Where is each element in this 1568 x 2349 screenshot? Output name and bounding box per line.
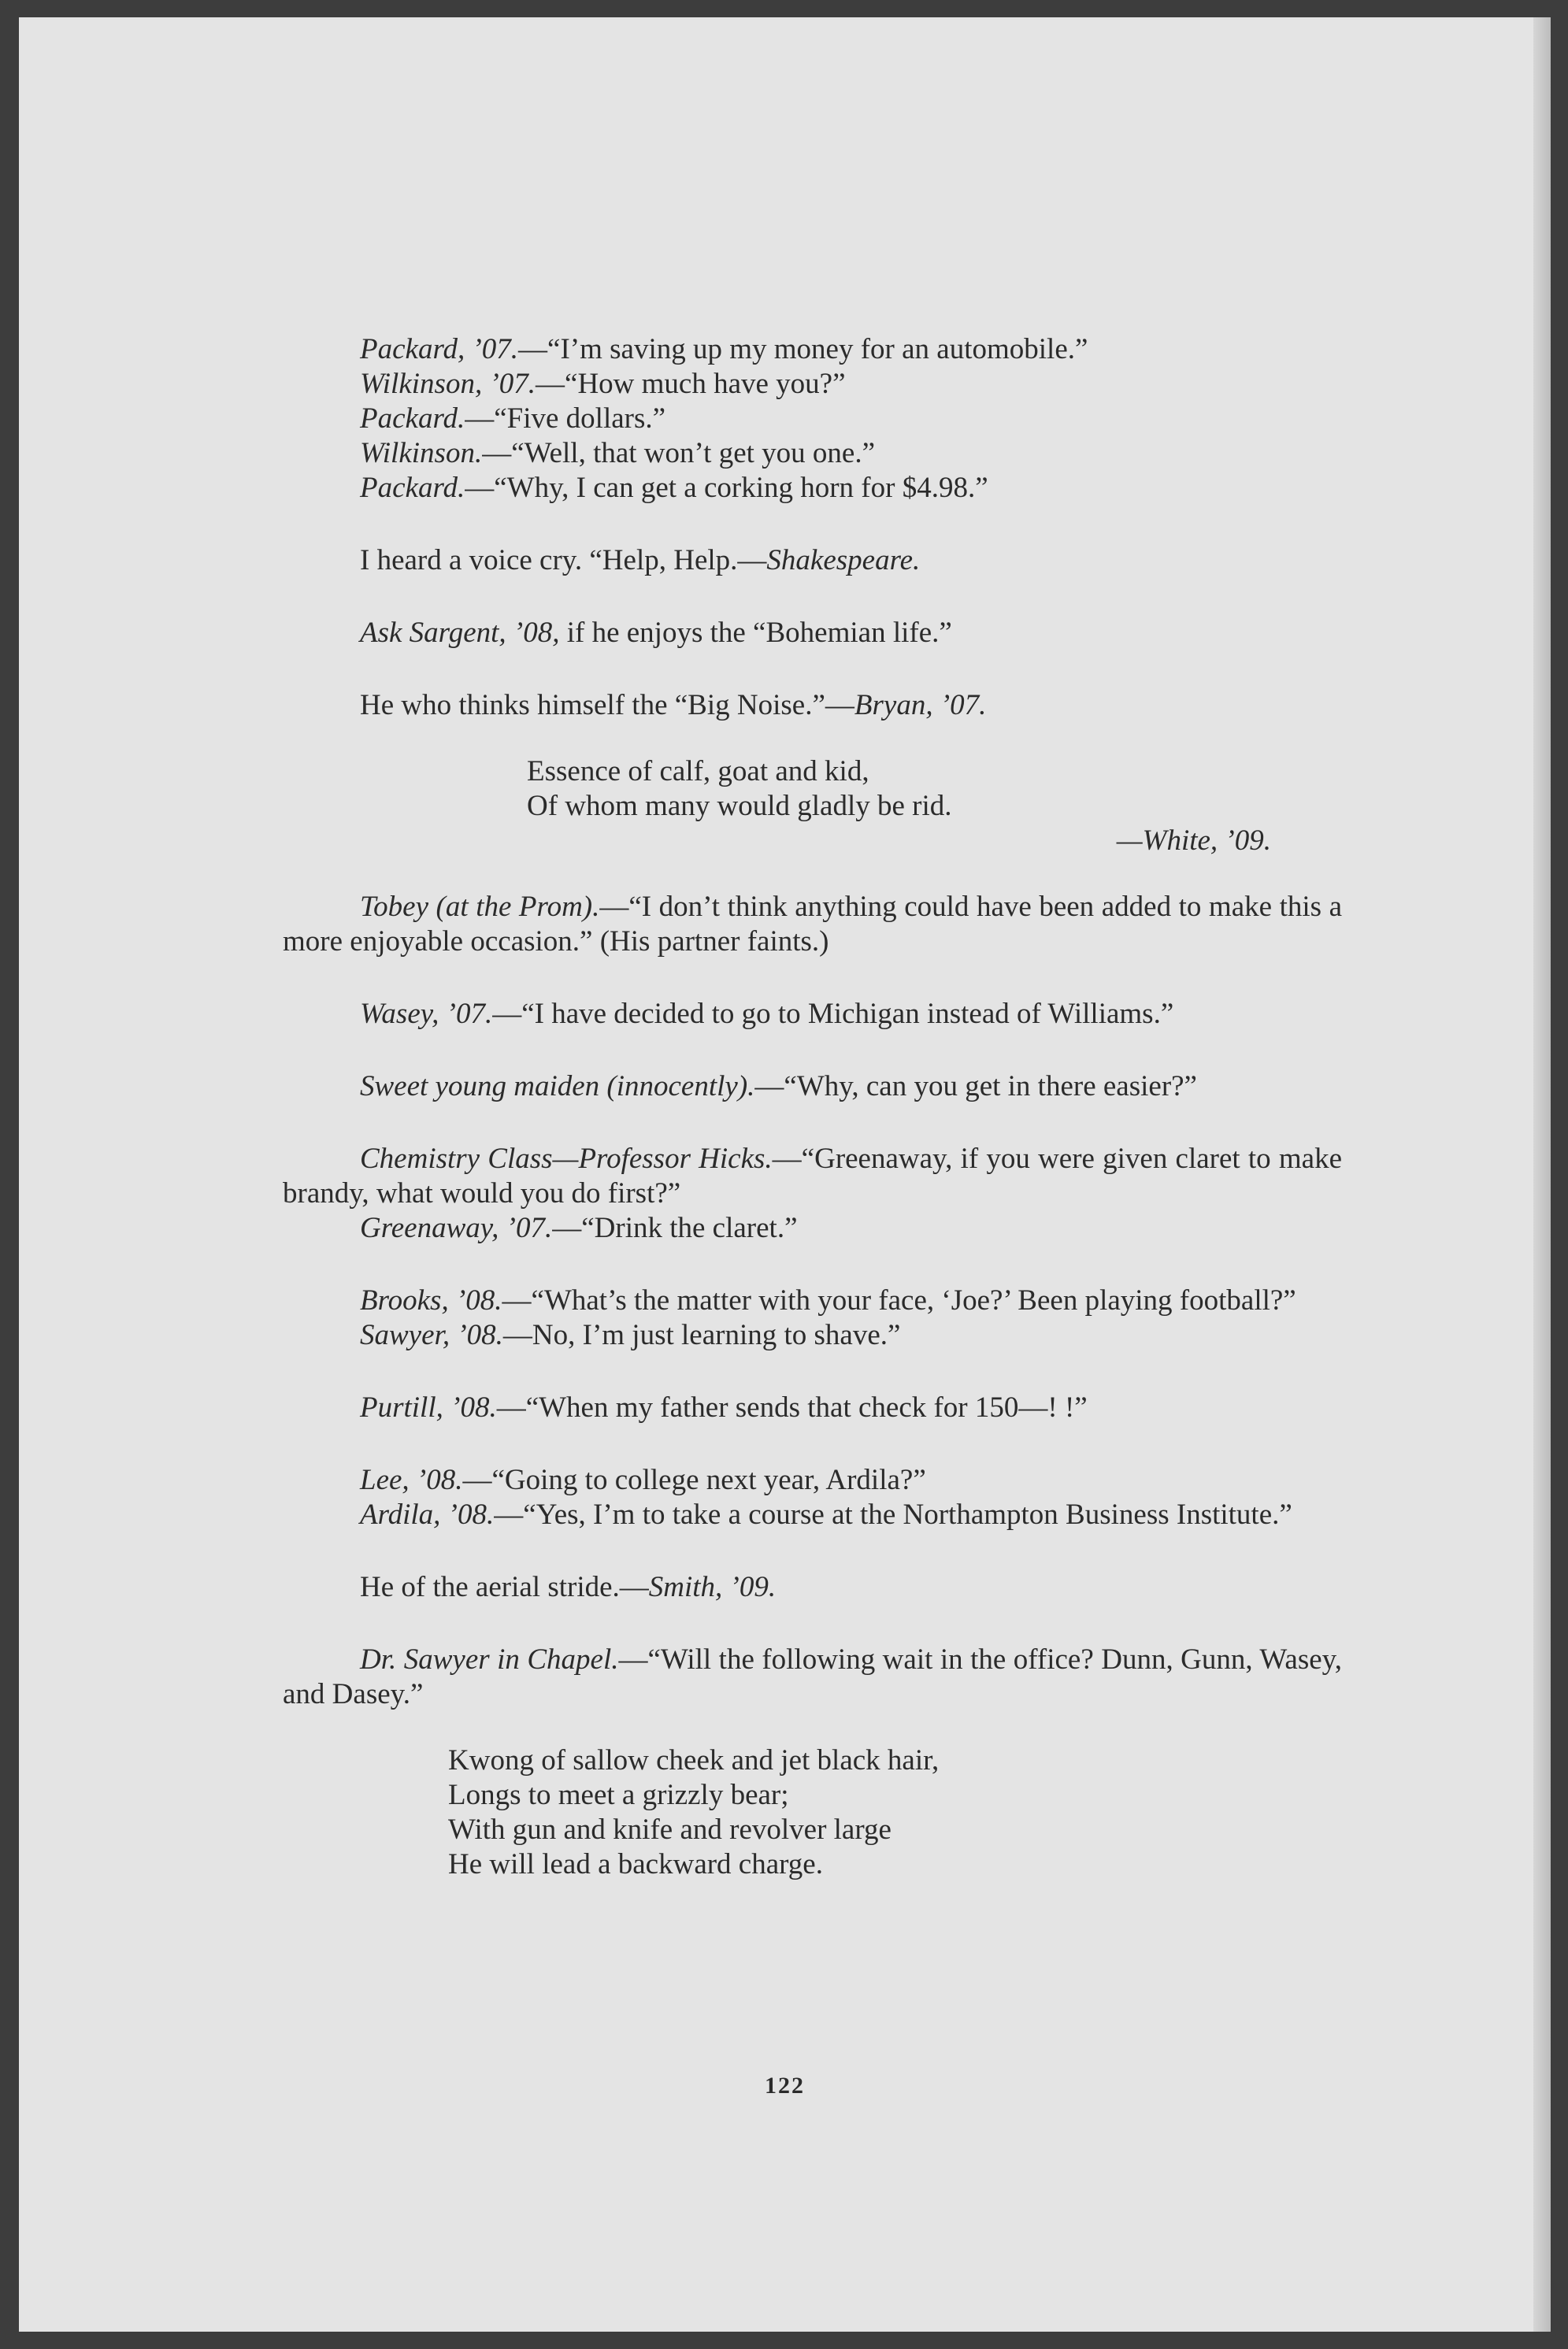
dialogue-text: —“Why, I can get a corking horn for $4.98.”: [465, 472, 988, 504]
verse: [283, 754, 1342, 858]
speaker: Lee, ’08.: [360, 1464, 463, 1496]
speaker: Brooks, ’08.: [360, 1284, 502, 1317]
speaker: Chemistry Class—Professor Hicks.: [360, 1143, 773, 1175]
quip: [283, 1570, 1342, 1605]
dialogue-text: —“Drink the claret.”: [552, 1212, 798, 1244]
dialogue-line: [283, 1643, 1342, 1712]
dialogue-line: [283, 436, 1342, 471]
dialogue-text: —“Why, can you get in there easier?”: [754, 1070, 1197, 1102]
dialogue-line: [283, 1069, 1342, 1104]
dialogue-line: [283, 1391, 1342, 1425]
dialogue-line: [283, 1463, 1342, 1498]
dialogue-line: [283, 402, 1342, 436]
dialogue-text: —“Will the following wait in the office? Dunn, Gunn, Wasey, and Dasey.”: [283, 1643, 1342, 1710]
dialogue-line: [283, 332, 1342, 367]
speaker: Wilkinson, ’07.: [360, 368, 536, 400]
dialogue-text: —“I’m saving up my money for an automobile.”: [518, 333, 1088, 365]
dialogue-line: [283, 1498, 1342, 1532]
page-content: [283, 332, 1342, 1882]
quip-text: if he enjoys the “Bohemian life.”: [559, 617, 952, 649]
dialogue-text: —“Yes, I’m to take a course at the Northampton Business Institute.”: [494, 1499, 1292, 1531]
dialogue-text: —“I have decided to go to Michigan instead of Williams.”: [492, 998, 1174, 1030]
quip-text: I heard a voice cry. “Help, Help.—: [360, 544, 767, 576]
dialogue-text: —“Well, that won’t get you one.”: [482, 437, 875, 469]
speaker: Wasey, ’07.: [360, 998, 493, 1030]
page-number: 122: [765, 2073, 805, 2099]
dialogue-line: [283, 890, 1342, 959]
dialogue-text: —“I don’t think anything could have been added to make this a more enjoyable occasion.” (His partner faints.): [283, 891, 1342, 958]
speaker: Packard.: [360, 472, 465, 504]
speaker: Tobey (at the Prom).: [360, 891, 600, 923]
dialogue-line: [283, 1284, 1342, 1318]
dialogue-text: —“Five dollars.”: [465, 402, 666, 435]
dialogue-text: —“How much have you?”: [536, 368, 846, 400]
dialogue-line: [283, 471, 1342, 506]
speaker: Ask Sargent, ’08,: [360, 617, 560, 649]
quip: [283, 688, 1342, 723]
dialogue-line: [283, 1318, 1342, 1353]
dialogue-text: —“When my father sends that check for 150—! !”: [496, 1391, 1088, 1424]
speaker: Sweet young maiden (innocently).: [360, 1070, 755, 1102]
dialogue-line: [283, 1211, 1342, 1246]
dialogue-line: [283, 997, 1342, 1032]
page-edge: [1533, 17, 1551, 2332]
quip-attribution: Smith, ’09.: [648, 1571, 777, 1603]
verse-line: Longs to meet a grizzly bear;: [448, 1779, 789, 1811]
speaker: Packard.: [360, 402, 465, 435]
dialogue-text: —“Going to college next year, Ardila?”: [462, 1464, 926, 1496]
verse: [283, 1743, 1342, 1882]
verse-line: Essence of calf, goat and kid,: [527, 755, 869, 787]
speaker: Purtill, ’08.: [360, 1391, 497, 1424]
speaker: Packard, ’07.: [360, 333, 519, 365]
speaker: Dr. Sawyer in Chapel.: [360, 1643, 619, 1676]
quip-text: He who thinks himself the “Big Noise.”—: [360, 689, 854, 721]
speaker: Wilkinson.: [360, 437, 483, 469]
page: [19, 17, 1551, 2332]
quip-attribution: Bryan, ’07.: [854, 689, 987, 721]
dialogue-text: —No, I’m just learning to shave.”: [502, 1319, 901, 1351]
verse-attribution: —White, ’09.: [1116, 824, 1271, 857]
speaker: Ardila, ’08.: [360, 1499, 495, 1531]
dialogue-line: [283, 367, 1342, 402]
quip: [283, 616, 1342, 650]
verse-line: Kwong of sallow cheek and jet black hair,: [448, 1744, 940, 1777]
verse-line: Of whom many would gladly be rid.: [527, 790, 952, 822]
dialogue-line: [283, 1142, 1342, 1211]
speaker: Greenaway, ’07.: [360, 1212, 553, 1244]
dialogue-text: —“Greenaway, if you were given claret to make brandy, what would you do first?”: [283, 1143, 1342, 1210]
verse-line: He will lead a backward charge.: [448, 1848, 823, 1880]
dialogue-text: —“What’s the matter with your face, ‘Joe?’ Been playing football?”: [502, 1284, 1296, 1317]
verse-line: With gun and knife and revolver large: [448, 1814, 891, 1846]
quip-attribution: Shakespeare.: [766, 544, 921, 576]
quip: [283, 543, 1342, 578]
quip-text: He of the aerial stride.—: [360, 1571, 649, 1603]
speaker: Sawyer, ’08.: [360, 1319, 503, 1351]
